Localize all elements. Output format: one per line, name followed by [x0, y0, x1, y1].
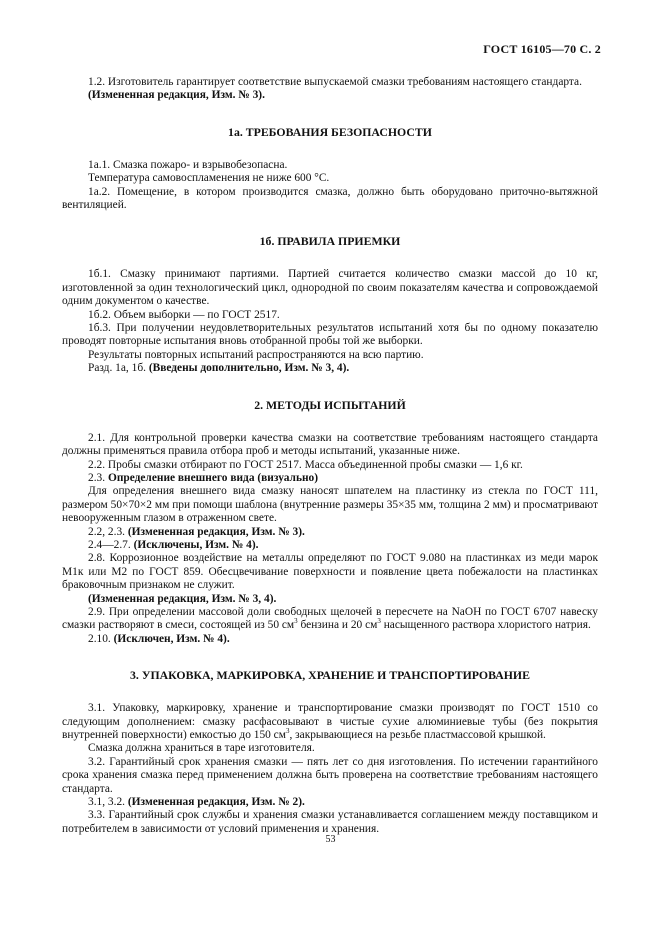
document-body [62, 76, 598, 836]
paragraph-2-8: 2.8. Коррозионное воздействие на металлы определяют по ГОСТ 9.080 на пластинках из меди марок М1к или М2 по ГОСТ 859. Обесцвечивание поверхности и появление цвета побежалости на пластинках браковочным признаком не служит. [62, 552, 598, 592]
p2-9-part-c: насыщенного раствора хлористого натрия. [380, 619, 591, 632]
running-header: ГОСТ 16105—70 С. 2 [483, 42, 601, 56]
section-title-3: 3. УПАКОВКА, МАРКИРОВКА, ХРАНЕНИЕ И ТРАНСПОРТИРОВАНИЕ [130, 668, 530, 683]
section-title-1a: 1а. ТРЕБОВАНИЯ БЕЗОПАСНОСТИ [228, 124, 432, 139]
paragraph-2-1: 2.1. Для контрольной проверки качества смазки на соответствие требованиям настоящего стандарта должны применяться правила отбора проб и методы испытаний, указанные ниже. [62, 431, 598, 458]
paragraph-1b-2: 1б.2. Объем выборки — по ГОСТ 2517. [88, 308, 280, 321]
paragraph-1b-3: 1б.3. При получении неудовлетворительных результатов испытаний хотя бы по одному показателю проводят повторные испытания вновь отобранной пробы той же выборки. [62, 322, 598, 348]
section-title-2: 2. МЕТОДЫ ИСПЫТАНИЙ [254, 397, 406, 412]
p2-9-part-b: бензина и 20 см [297, 619, 378, 632]
edition-note-3-1-3-2: (Измененная редакция, Изм. № 2). [127, 796, 305, 809]
paragraph-2-2: 2.2. Пробы смазки отбирают по ГОСТ 2517. Масса объединенной пробы смазки — 1,6 кг. [88, 458, 523, 471]
edition-note-razd: (Введены дополнительно, Изм. № 3, 4). [148, 362, 350, 375]
edition-note-2-10: (Исключен, Изм. № 4). [113, 632, 230, 645]
paragraph-2-3-text: Для определения внешнего вида смазку наносят шпателем на пластинку из стекла по ГОСТ 111, размером 50×70×2 мм при помощи шаблона (внутренние размеры 35×35 мм, толщина 2 мм) и просматривают невооруженным глазом в отраженном свете. [62, 485, 598, 525]
edition-note-2-2-3: (Измененная редакция, Изм. № 3). [127, 525, 305, 538]
paragraph-1-2: 1.2. Изготовитель гарантирует соответствие выпускаемой смазки требованиям настоящего стандарта. [88, 76, 582, 88]
section-title-1b: 1б. ПРАВИЛА ПРИЕМКИ [259, 234, 401, 249]
paragraph-1b-3b: Результаты повторных испытаний распространяются на всю партию. [88, 348, 424, 361]
paragraph-2-3 [62, 472, 598, 485]
paragraph-2-10 [62, 633, 598, 646]
paragraph-3-3: 3.3. Гарантийный срок службы и хранения смазки устанавливается соглашением между поставщиком и потребителем в зависимости от условий применения и хранения. [62, 809, 598, 835]
p2-9-part-a: 2.9. При определении массовой доли свободных щелочей в пересчете на NaOH по ГОСТ 6707 навеску смазки растворяют в смеси, состоящей из 50 см [62, 605, 598, 632]
paragraph-2-2-2-3 [62, 526, 598, 539]
p3-1-3-2-number: 3.1, 3.2. [88, 796, 126, 809]
paragraph-2-9 [62, 606, 598, 633]
razd-label: Разд. 1а, 1б. [88, 362, 146, 375]
p2-2-3-number: 2.2, 2.3. [88, 525, 126, 538]
superscript-3: 3 [377, 617, 381, 626]
paragraph-3-2: 3.2. Гарантийный срок хранения смазки — пять лет со дня изготовления. По истечении гарантийного срока хранения смазка перед применением должна быть проверена на соответствие требованиям настоящего стандарта. [62, 755, 598, 795]
p2-10-number: 2.10. [88, 632, 111, 645]
paragraph-2-4-2-7 [62, 539, 598, 552]
edition-note-1-2: (Измененная редакция, Изм. № 3). [88, 89, 265, 102]
p2-4-7-number: 2.4—2.7. [88, 538, 131, 551]
paragraph-3-1-3-2 [62, 796, 598, 809]
paragraph-1a-1: 1а.1. Смазка пожаро- и взрывобезопасна. [88, 158, 288, 171]
p2-3-title: Определение внешнего вида (визуально) [107, 471, 319, 484]
paragraph-razd [62, 362, 598, 375]
superscript-3: 3 [285, 727, 290, 736]
p3-1-part-b: , закрывающиеся на резьбе пластмассовой крышкой. [289, 729, 546, 741]
paragraph-1a-1b: Температура самовоспламенения не ниже 600 °С. [88, 172, 330, 185]
paragraph-1b-1: 1б.1. Смазку принимают партиями. Партией считается количество смазки массой до 10 кг, изготовленной за один технологический цикл, однородной по своим показателям качества и сопровождаемой одним документом о качестве. [62, 268, 598, 308]
paragraph-3-1-2: Смазка должна храниться в таре изготовителя. [88, 742, 315, 755]
edition-note-2-8: (Измененная редакция, Изм. № 3, 4). [88, 592, 277, 605]
p3-1-part-a: 3.1. Упаковку, маркировку, хранение и транспортирование смазки производят по ГОСТ 1510 со следующим дополнением: смазку расфасовывают в чистые сухие алюминиевые тубы (без покрытия внутренней поверхности) емкостью до 150 см [62, 702, 598, 741]
edition-note-2-4-7: (Исключены, Изм. № 4). [133, 538, 259, 551]
p2-3-number: 2.3. [88, 471, 106, 484]
paragraph-3-1 [62, 702, 598, 742]
superscript-3: 3 [294, 617, 298, 626]
page-number: 53 [325, 834, 336, 845]
paragraph-1a-2: 1а.2. Помещение, в котором производится смазка, должно быть оборудовано приточно-вытяжной вентиляцией. [62, 185, 598, 212]
